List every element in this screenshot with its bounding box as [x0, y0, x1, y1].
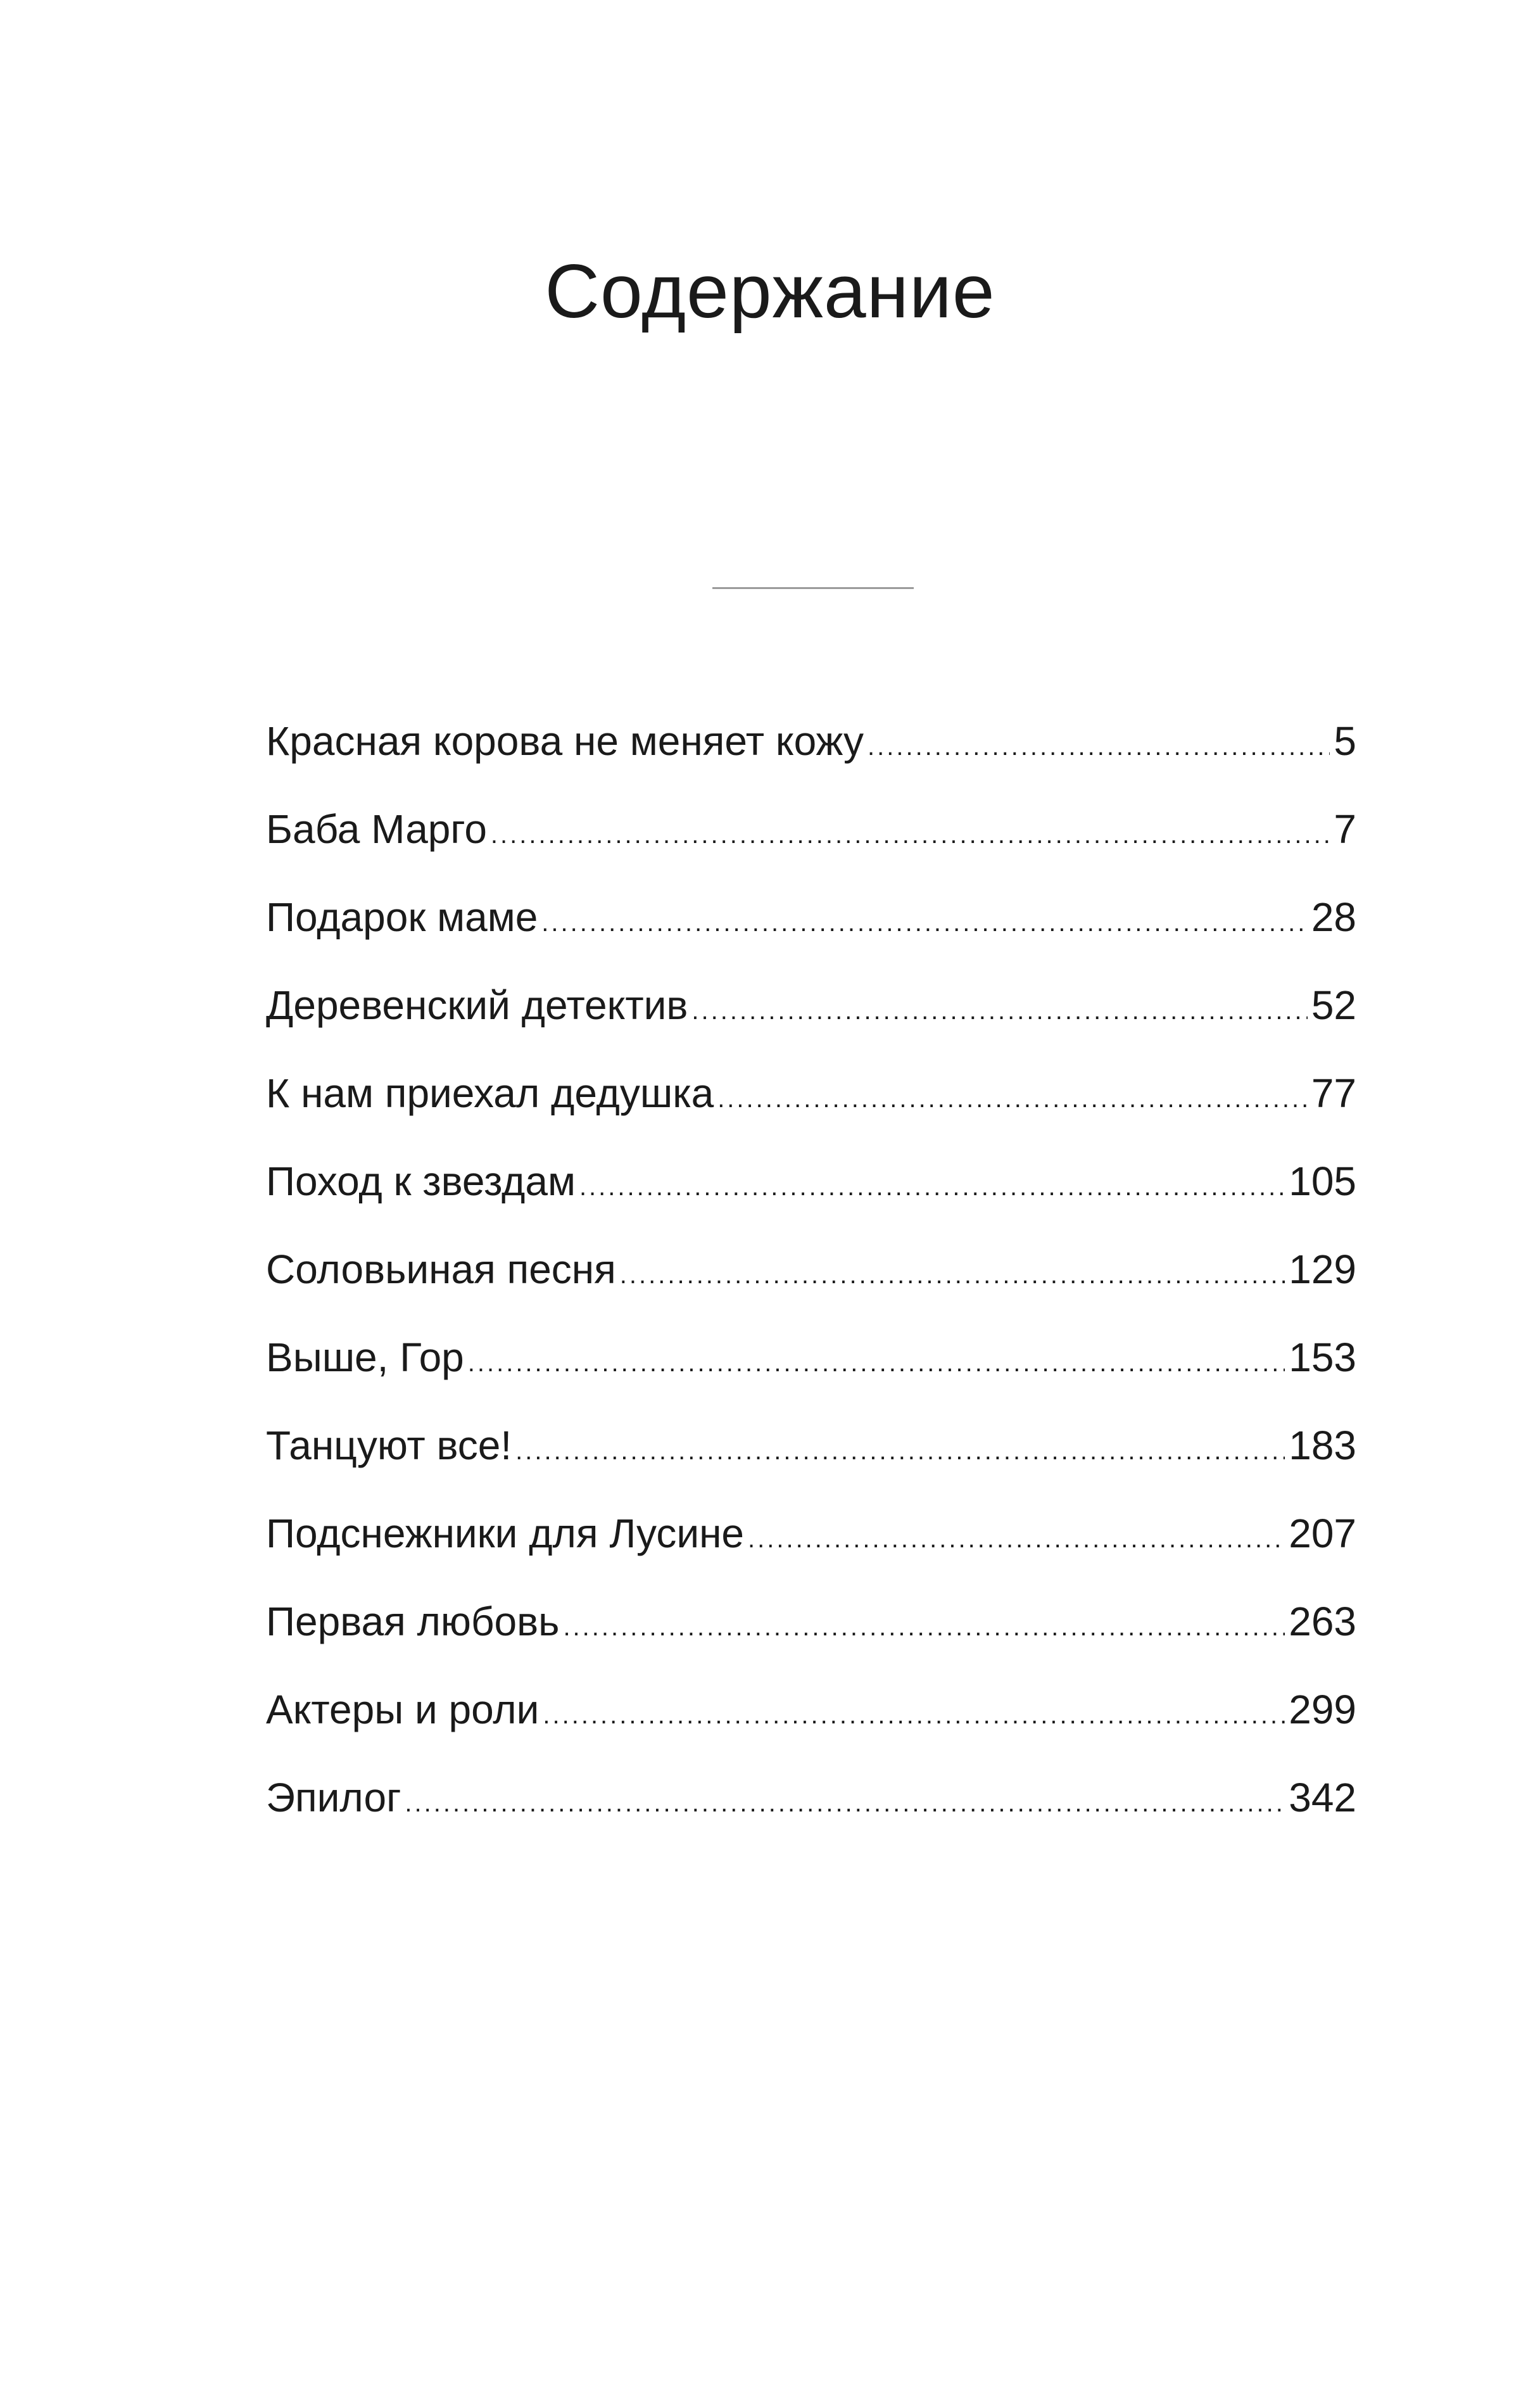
toc-leader-dots	[868, 715, 1330, 778]
toc-entry	[266, 885, 1356, 974]
toc-entry	[266, 709, 1356, 797]
toc-entry-page-number: 153	[1289, 1335, 1356, 1380]
toc-entry-title: Красная корова не меняет кожу	[266, 718, 864, 764]
toc-entry-page-number: 183	[1289, 1423, 1356, 1468]
toc-leader-dots	[491, 803, 1330, 866]
toc-entry-page-number: 299	[1289, 1687, 1356, 1732]
toc-entry	[266, 1590, 1356, 1678]
toc-leader-dots	[405, 1772, 1285, 1835]
toc-entry-page-number: 28	[1311, 894, 1356, 940]
toc-entry	[266, 1678, 1356, 1766]
toc-entry-title: К нам приехал дедушка	[266, 1070, 714, 1116]
toc-entry	[266, 1766, 1356, 1854]
toc-entry-page-number: 52	[1311, 982, 1356, 1028]
toc-leader-dots	[691, 979, 1307, 1043]
toc-leader-dots	[748, 1507, 1285, 1571]
toc-entry-page-number: 207	[1289, 1511, 1356, 1556]
toc-entry-title: Баба Марго	[266, 806, 487, 852]
toc-entry-page-number: 129	[1289, 1246, 1356, 1292]
toc-entry-page-number: 342	[1289, 1775, 1356, 1820]
toc-entry-page-number: 263	[1289, 1599, 1356, 1644]
toc-entry-title: Эпилог	[266, 1775, 401, 1820]
toc-entry-title: Подснежники для Лусине	[266, 1511, 744, 1556]
toc-entry-title: Соловьиная песня	[266, 1246, 616, 1292]
toc-entry-title: Актеры и роли	[266, 1687, 540, 1732]
toc-entry	[266, 797, 1356, 885]
toc-entry	[266, 1150, 1356, 1238]
toc-entry-title: Выше, Гор	[266, 1335, 464, 1380]
toc-entry-title: Деревенский детектив	[266, 982, 688, 1028]
toc-entry	[266, 1326, 1356, 1414]
toc-entry	[266, 1502, 1356, 1590]
toc-leader-dots	[717, 1067, 1308, 1131]
toc-leader-dots	[579, 1155, 1285, 1219]
toc-entry	[266, 1414, 1356, 1502]
toc-leader-dots	[541, 891, 1308, 954]
toc-leader-dots	[563, 1595, 1285, 1659]
toc-entry-title: Первая любовь	[266, 1599, 560, 1644]
toc-entry	[266, 1238, 1356, 1326]
toc-entry	[266, 974, 1356, 1062]
page-title: Содержание	[545, 249, 995, 334]
toc-leader-dots	[543, 1684, 1285, 1747]
toc-leader-dots	[620, 1243, 1285, 1307]
table-of-contents	[266, 709, 1356, 1854]
toc-entry-title: Танцуют все!	[266, 1423, 512, 1468]
toc-leader-dots	[515, 1419, 1285, 1483]
toc-entry-title: Подарок маме	[266, 894, 538, 940]
toc-entry-page-number: 105	[1289, 1158, 1356, 1204]
toc-leader-dots	[468, 1331, 1285, 1395]
toc-entry	[266, 1062, 1356, 1150]
toc-entry-page-number: 77	[1311, 1070, 1356, 1116]
title-divider	[712, 587, 914, 589]
toc-entry-title: Поход к звездам	[266, 1158, 576, 1204]
toc-entry-page-number: 7	[1334, 806, 1356, 852]
toc-entry-page-number: 5	[1334, 718, 1356, 764]
